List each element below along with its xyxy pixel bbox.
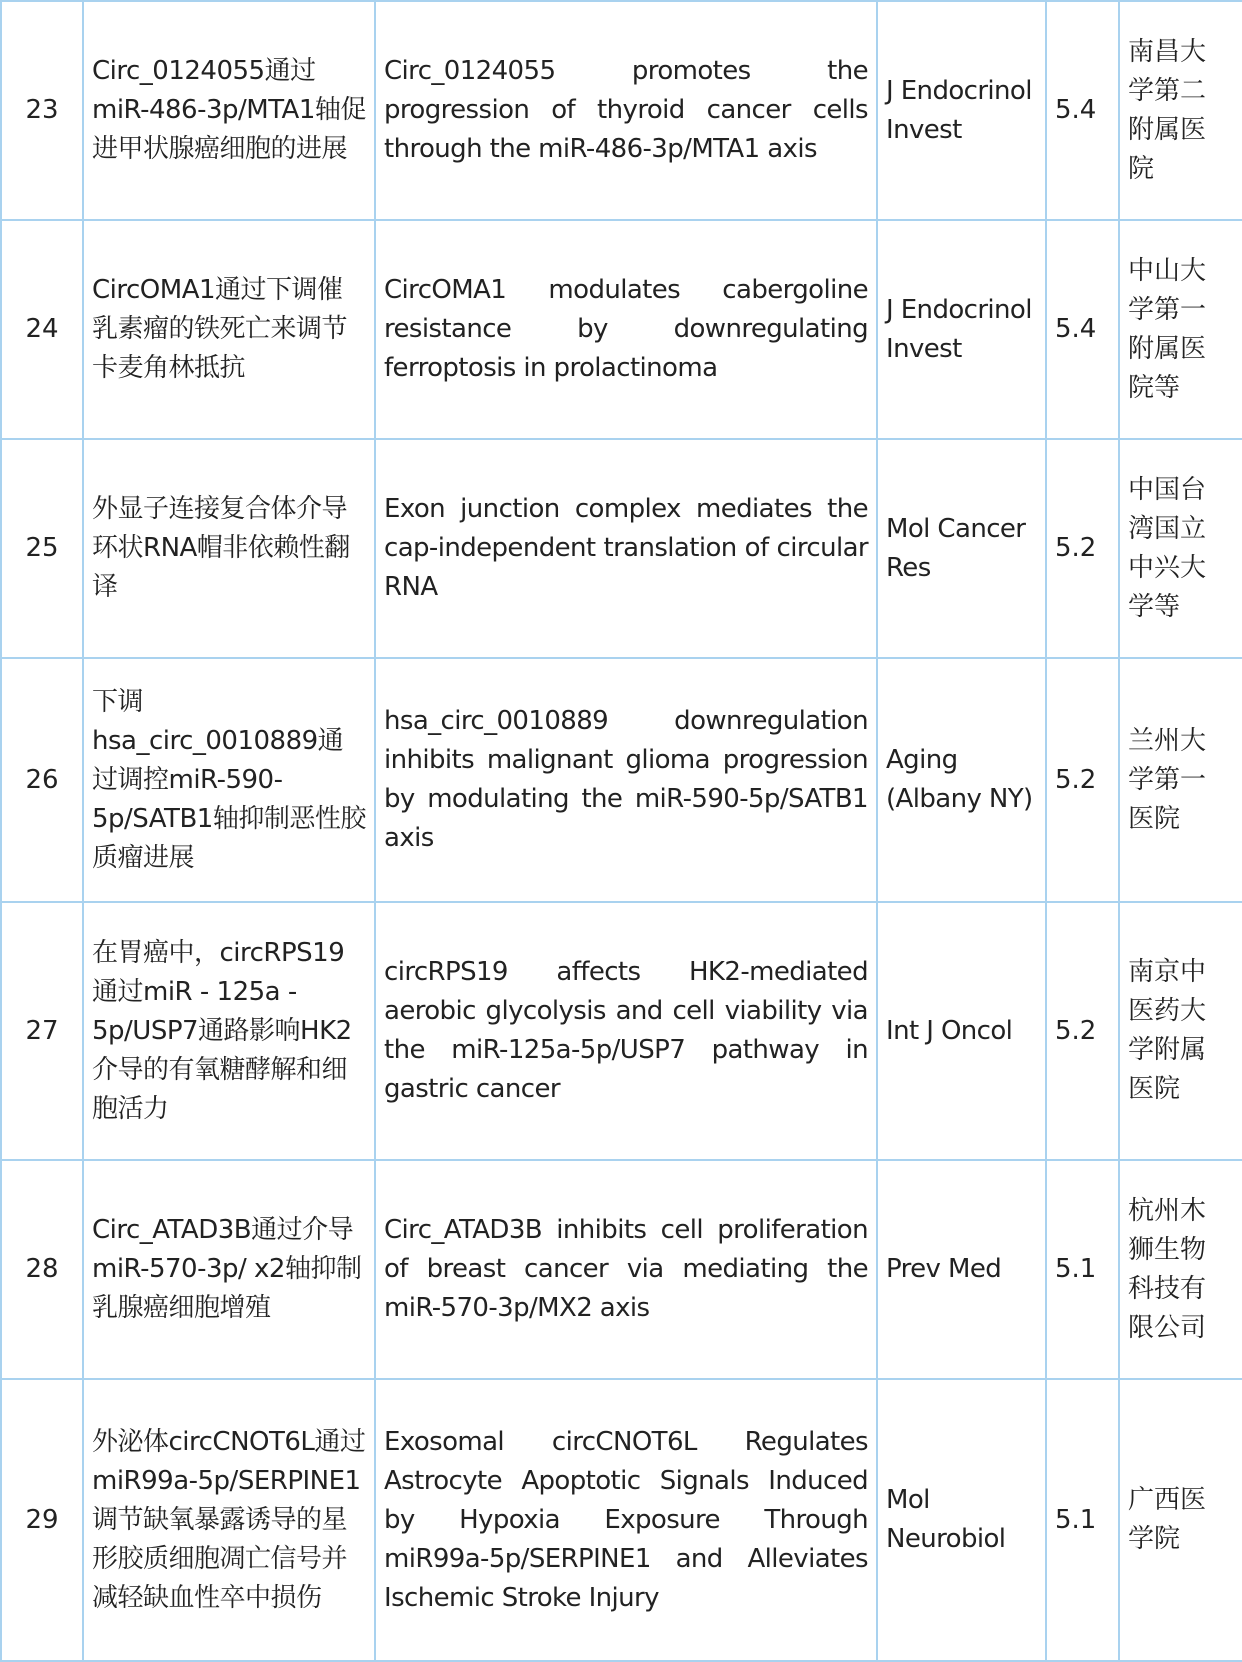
- institution-cell: [1119, 1, 1242, 220]
- institution-name: 南京中医药大学附属医院: [1128, 957, 1207, 1104]
- english-title: CircOMA1 modulates cabergoline resistance by downregulating ferroptosis in prolactinoma: [375, 220, 877, 439]
- english-title: Exosomal circCNOT6L Regulates Astrocyte Apoptotic Signals Induced by Hypoxia Exposure Through miR99a-5p/SERPINE1 and Alleviates Ischemic Stroke Injury: [375, 1379, 877, 1661]
- journal-name: Mol Cancer Res: [877, 439, 1046, 658]
- table-row: [1, 658, 1242, 902]
- institution-cell: [1119, 1379, 1242, 1661]
- institution-name: 中国台湾国立中兴大学等: [1128, 474, 1207, 622]
- chinese-title: 在胃癌中，circRPS19通过miR - 125a - 5p/USP7通路影响HK2介导的有氧糖酵解和细胞活力: [83, 902, 375, 1160]
- institution-name: 中山大学第一附属医院等: [1128, 255, 1207, 403]
- row-number: 25: [1, 439, 83, 658]
- row-number: 28: [1, 1160, 83, 1379]
- institution-cell: [1119, 220, 1242, 439]
- institution-cell: [1119, 439, 1242, 658]
- english-title: hsa_circ_0010889 downregulation inhibits malignant glioma progression by modulating the miR-590-5p/SATB1 axis: [375, 658, 877, 902]
- institution-name: 杭州木狮生物科技有限公司: [1128, 1195, 1207, 1343]
- chinese-title: 下调hsa_circ_0010889通过调控miR-590-5p/SATB1轴抑制恶性胶质瘤进展: [83, 658, 375, 902]
- english-title: Circ_ATAD3B inhibits cell proliferation of breast cancer via mediating the miR-570-3p/MX2 axis: [375, 1160, 877, 1379]
- table-row: [1, 1, 1242, 220]
- english-title: circRPS19 affects HK2-mediated aerobic glycolysis and cell viability via the miR-125a-5p/USP7 pathway in gastric cancer: [375, 902, 877, 1160]
- impact-factor: 5.2: [1046, 902, 1119, 1160]
- english-title: Circ_0124055 promotes the progression of thyroid cancer cells through the miR-486-3p/MTA1 axis: [375, 1, 877, 220]
- impact-factor: 5.4: [1046, 1, 1119, 220]
- journal-name: Aging (Albany NY): [877, 658, 1046, 902]
- impact-factor: 5.4: [1046, 220, 1119, 439]
- institution-name: 南昌大学第二附属医院: [1128, 36, 1207, 184]
- row-number: 29: [1, 1379, 83, 1661]
- institution-name: 兰州大学第一医院: [1128, 725, 1207, 834]
- impact-factor: 5.1: [1046, 1160, 1119, 1379]
- journal-name: J Endocrinol Invest: [877, 1, 1046, 220]
- chinese-title: 外显子连接复合体介导环状RNA帽非依赖性翻译: [83, 439, 375, 658]
- table-row: [1, 439, 1242, 658]
- english-title: Exon junction complex mediates the cap-independent translation of circular RNA: [375, 439, 877, 658]
- chinese-title: Circ_0124055通过miR-486-3p/MTA1轴促进甲状腺癌细胞的进展: [83, 1, 375, 220]
- row-number: 23: [1, 1, 83, 220]
- journal-name: J Endocrinol Invest: [877, 220, 1046, 439]
- journal-name: Mol Neurobiol: [877, 1379, 1046, 1661]
- chinese-title: 外泌体circCNOT6L通过miR99a-5p/SERPINE1调节缺氧暴露诱导的星形胶质细胞凋亡信号并减轻缺血性卒中损伤: [83, 1379, 375, 1661]
- row-number: 24: [1, 220, 83, 439]
- journal-name: Int J Oncol: [877, 902, 1046, 1160]
- institution-cell: [1119, 658, 1242, 902]
- chinese-title: CircOMA1通过下调催乳素瘤的铁死亡来调节卡麦角林抵抗: [83, 220, 375, 439]
- impact-factor: 5.2: [1046, 658, 1119, 902]
- chinese-title: Circ_ATAD3B通过介导miR-570-3p/ x2轴抑制乳腺癌细胞增殖: [83, 1160, 375, 1379]
- table-row: [1, 220, 1242, 439]
- table-row: [1, 1379, 1242, 1661]
- row-number: 27: [1, 902, 83, 1160]
- impact-factor: 5.1: [1046, 1379, 1119, 1661]
- institution-cell: [1119, 1160, 1242, 1379]
- table-row: [1, 1160, 1242, 1379]
- row-number: 26: [1, 658, 83, 902]
- institution-cell: [1119, 902, 1242, 1160]
- journal-name: Prev Med: [877, 1160, 1046, 1379]
- table-row: [1, 902, 1242, 1160]
- impact-factor: 5.2: [1046, 439, 1119, 658]
- institution-name: 广西医学院: [1128, 1485, 1207, 1554]
